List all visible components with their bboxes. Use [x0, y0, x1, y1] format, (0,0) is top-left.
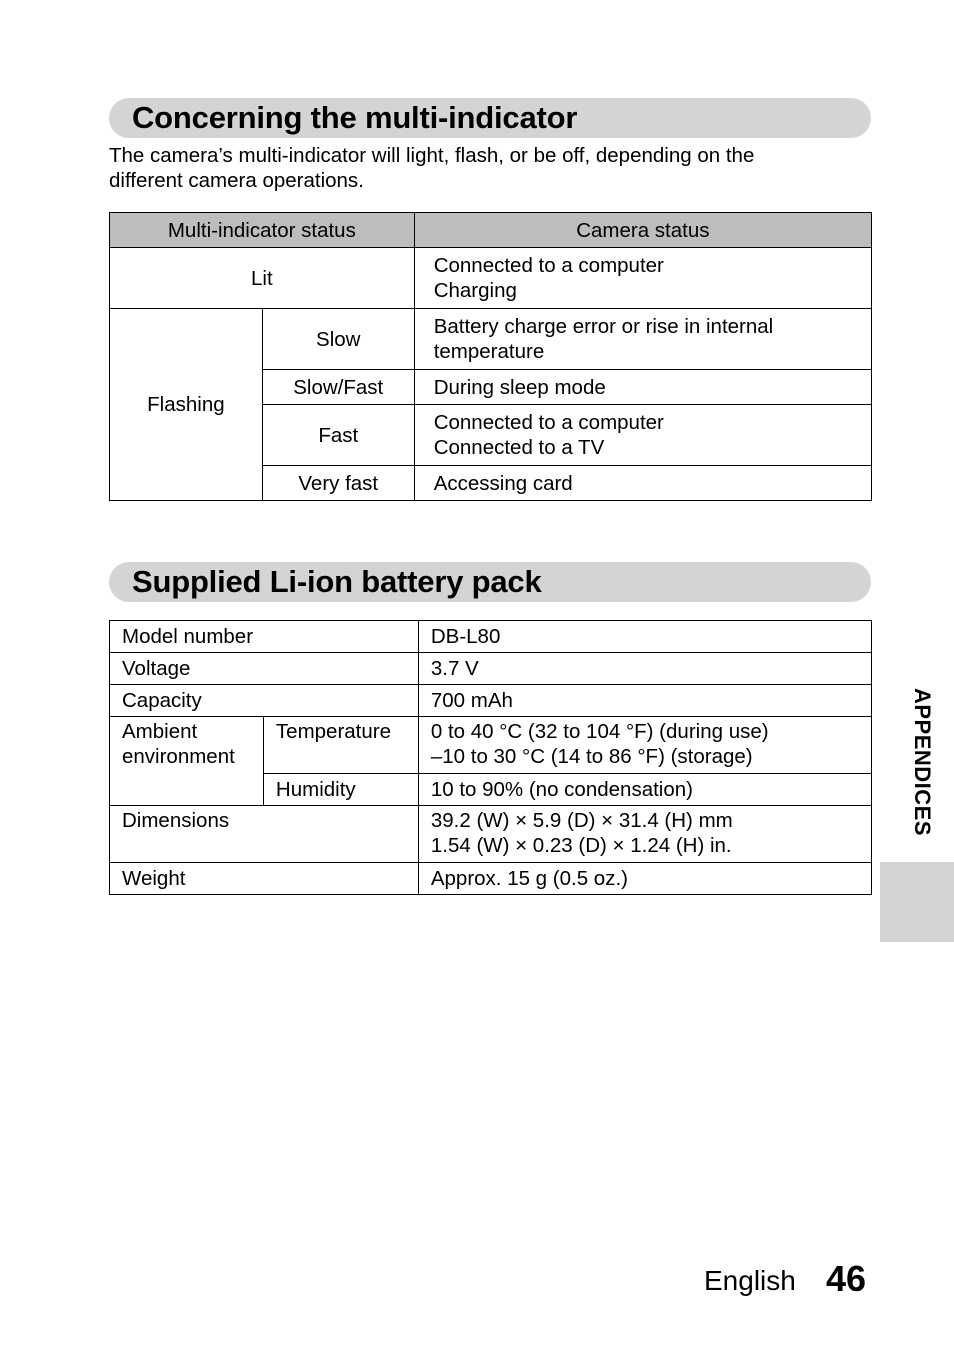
- camera-status-cell: [414, 466, 871, 501]
- spec-value: [418, 806, 871, 863]
- spec-label: Capacity: [110, 685, 419, 717]
- value-line: 39.2 (W) × 5.9 (D) × 31.4 (H) mm: [430, 809, 733, 832]
- label-line: Ambient: [122, 720, 198, 743]
- spec-value: [418, 717, 871, 774]
- table-row: [110, 248, 872, 309]
- label-line: environment: [122, 745, 235, 768]
- camera-status-cell: [414, 370, 871, 405]
- spec-sublabel: Humidity: [263, 774, 418, 806]
- speed-cell: Slow: [262, 309, 414, 370]
- spec-value: 700 mAh: [418, 685, 871, 717]
- spec-sublabel: Temperature: [263, 717, 418, 774]
- spec-value: Approx. 15 g (0.5 oz.): [418, 863, 871, 895]
- table-row: [110, 621, 872, 653]
- spec-value: 3.7 V: [418, 653, 871, 685]
- intro-paragraph: [109, 143, 849, 193]
- spec-value: DB-L80: [418, 621, 871, 653]
- table-row: [110, 653, 872, 685]
- intro-line: The camera’s multi-indicator will light, flash, or be off, depending on the: [109, 144, 755, 167]
- footer-language: English: [704, 1265, 796, 1296]
- page-number: 46: [826, 1258, 867, 1299]
- spec-label-ambient: [110, 717, 264, 806]
- speed-cell: Slow/Fast: [262, 370, 414, 405]
- section-header-battery-pack: [109, 562, 871, 602]
- intro-line: different camera operations.: [109, 169, 364, 192]
- camera-status-cell: [414, 248, 871, 309]
- column-header: Camera status: [414, 213, 871, 248]
- column-header: Multi-indicator status: [110, 213, 415, 248]
- side-tab-label: APPENDICES: [910, 688, 935, 837]
- side-tab-marker: [880, 862, 954, 942]
- spec-label: Model number: [110, 621, 419, 653]
- camera-status-cell: [414, 405, 871, 466]
- status-cell-lit: Lit: [110, 248, 415, 309]
- value-line: 0 to 40 °C (32 to 104 °F) (during use): [430, 720, 769, 743]
- speed-cell: Fast: [262, 405, 414, 466]
- status-line: Accessing card: [433, 471, 573, 495]
- spec-label: Weight: [110, 863, 419, 895]
- spec-label: Dimensions: [110, 806, 419, 863]
- table-row: [110, 685, 872, 717]
- status-line: temperature: [433, 340, 545, 363]
- status-cell-flashing: Flashing: [110, 309, 263, 501]
- table-header-row: [110, 213, 872, 248]
- status-line: Charging: [433, 279, 517, 302]
- spec-value: 10 to 90% (no condensation): [418, 774, 871, 806]
- value-line: 1.54 (W) × 0.23 (D) × 1.24 (H) in.: [430, 834, 732, 857]
- table-row: [110, 806, 872, 863]
- status-line: Connected to a TV: [433, 436, 605, 459]
- battery-spec-table: [109, 620, 872, 895]
- section-title: Concerning the multi-indicator: [132, 100, 578, 135]
- status-line: Connected to a computer: [433, 411, 664, 434]
- status-line: Battery charge error or rise in internal: [433, 315, 774, 338]
- table-row: [110, 309, 872, 370]
- camera-status-cell: [414, 309, 871, 370]
- status-line: Connected to a computer: [433, 254, 664, 277]
- value-line: –10 to 30 °C (14 to 86 °F) (storage): [430, 745, 753, 768]
- multi-indicator-table: [109, 212, 872, 501]
- section-title: Supplied Li-ion battery pack: [132, 564, 542, 599]
- status-line: During sleep mode: [433, 375, 606, 399]
- table-row: [110, 717, 872, 774]
- speed-cell: Very fast: [262, 466, 414, 501]
- table-row: [110, 863, 872, 895]
- spec-label: Voltage: [110, 653, 419, 685]
- section-header-multi-indicator: [109, 98, 871, 138]
